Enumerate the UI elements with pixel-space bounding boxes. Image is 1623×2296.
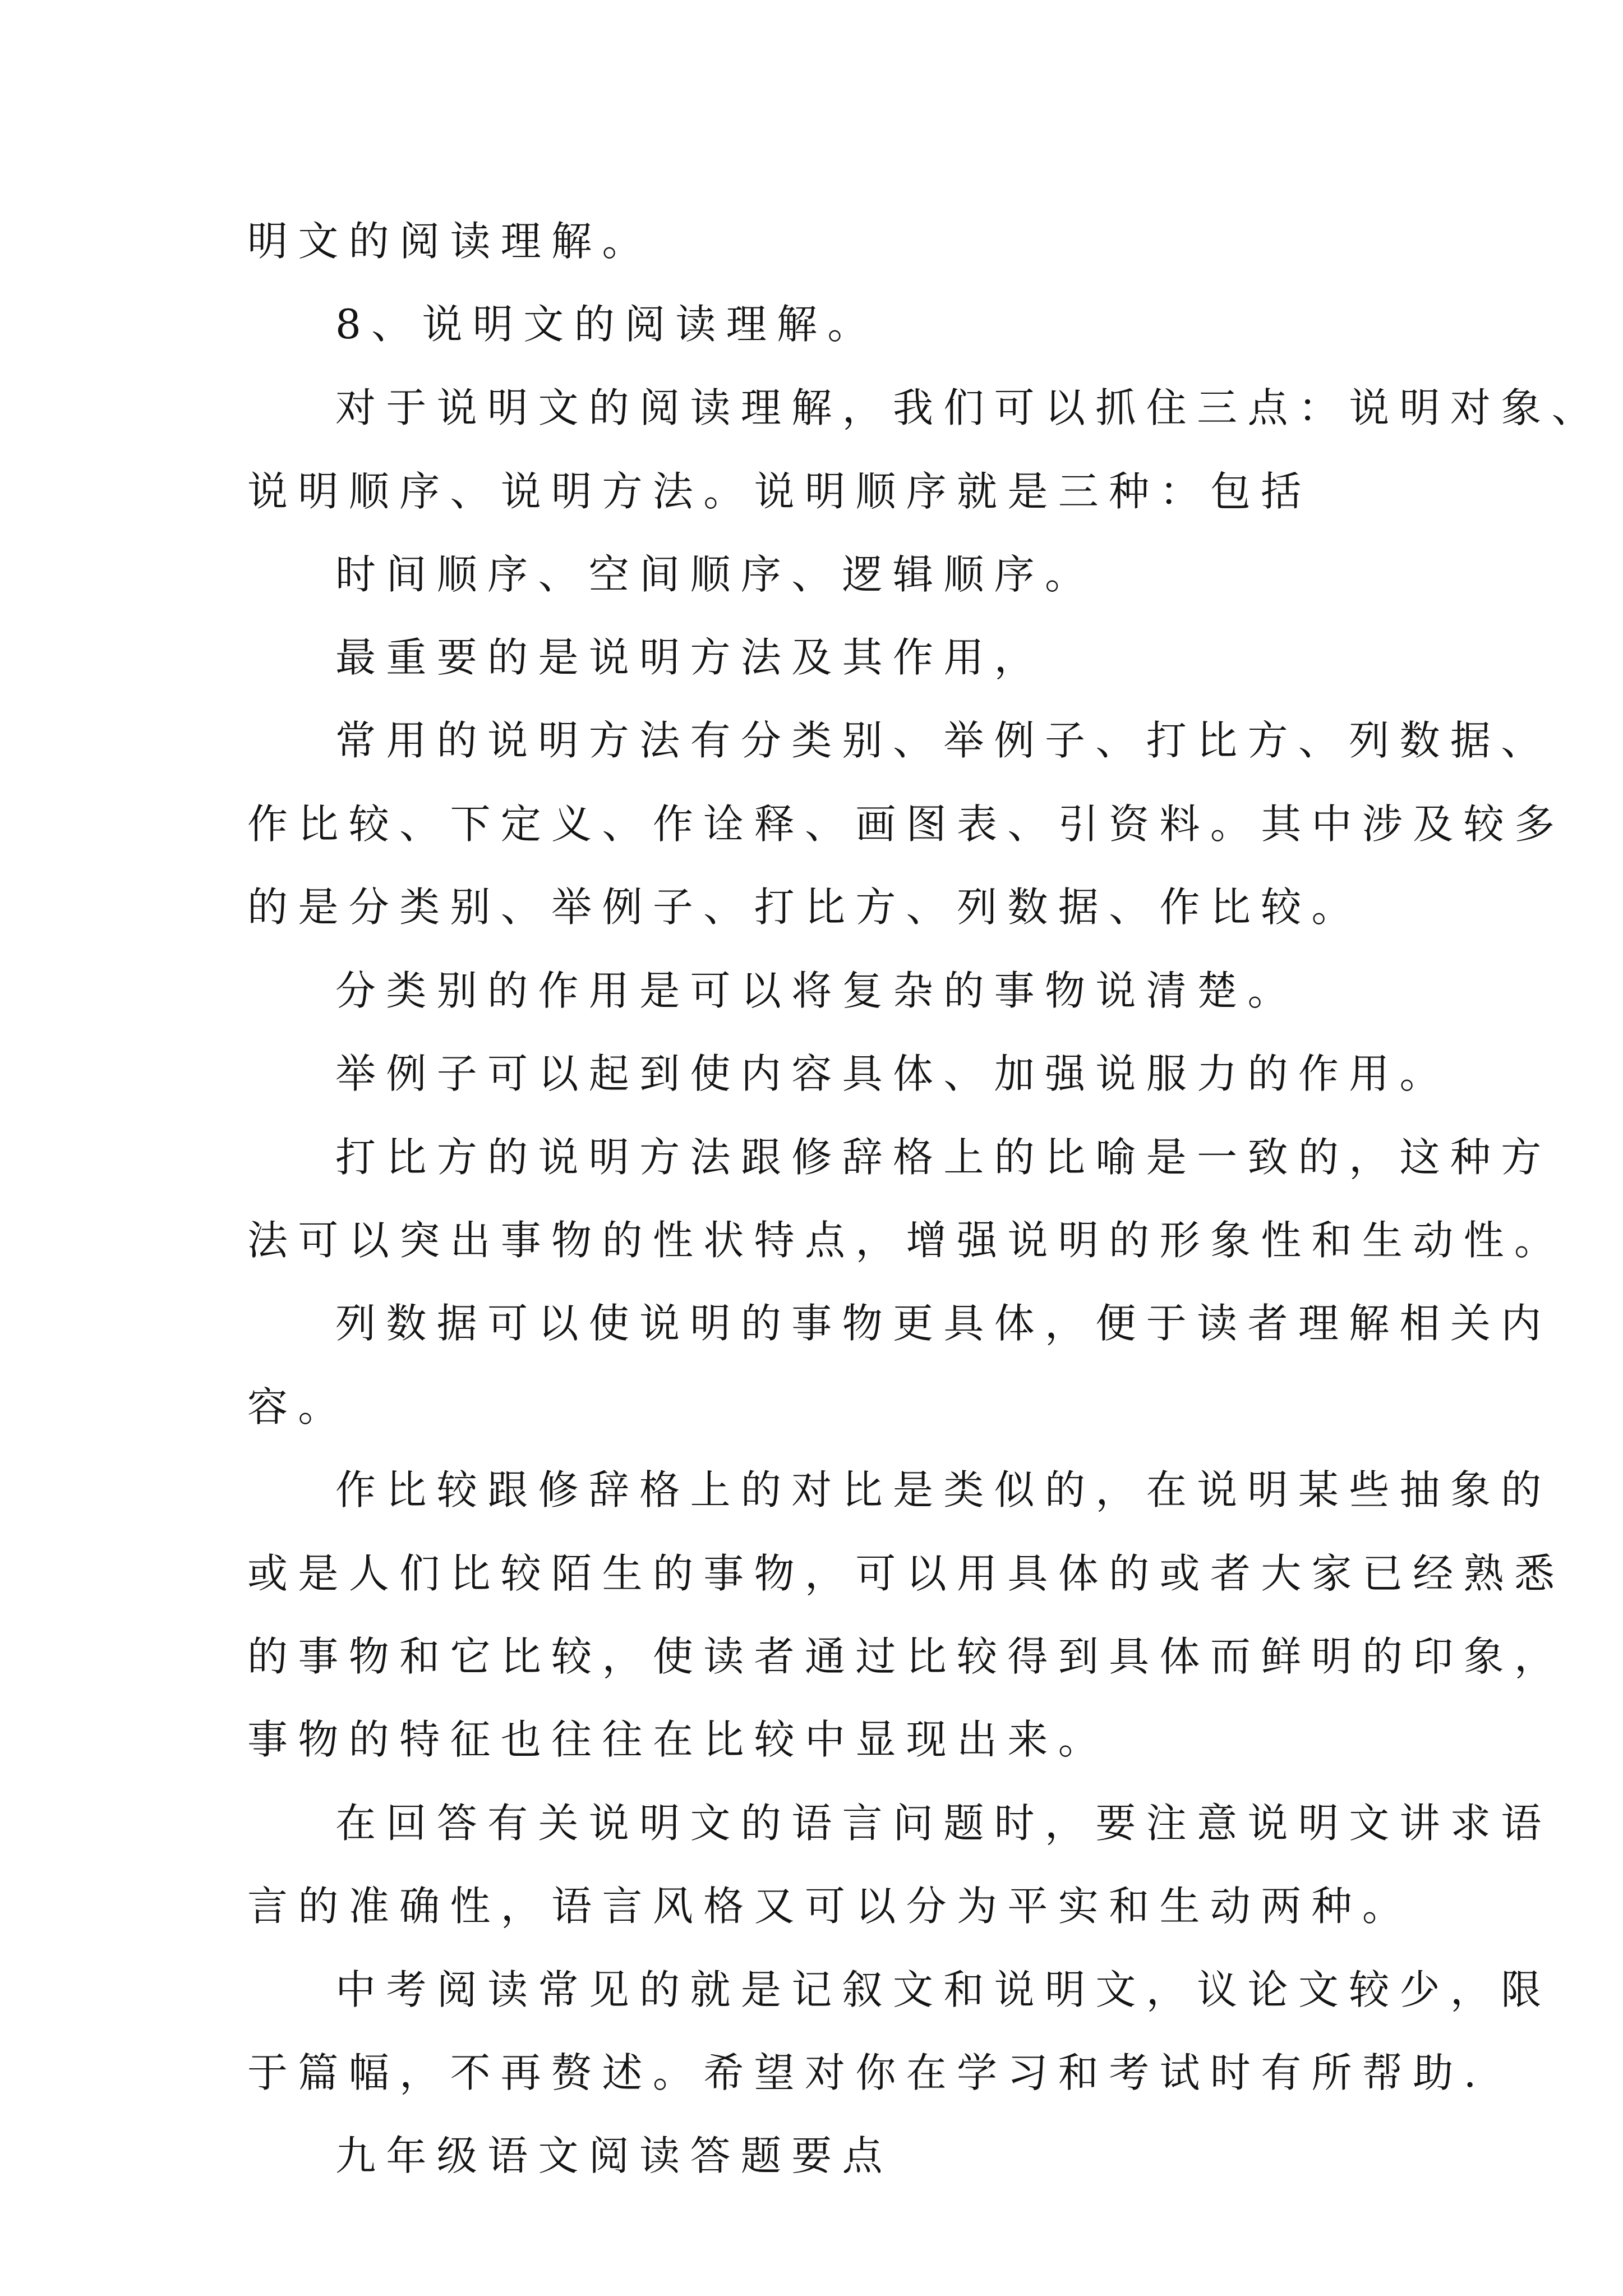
text-line: 中考阅读常见的就是记叙文和说明文，议论文较少，限 — [335, 1966, 1552, 2013]
text-line: 言的准确性，语言风格又可以分为平实和生动两种。 — [247, 1883, 1413, 1930]
text-line: 8、说明文的阅读理解。 — [335, 301, 878, 348]
text-line: 对于说明文的阅读理解，我们可以抓住三点：说明对象、 — [335, 384, 1603, 431]
text-line: 容。 — [247, 1383, 349, 1430]
text-line: 法可以突出事物的性状特点，增强说明的形象性和生动性。 — [247, 1217, 1565, 1264]
text-line: 作比较、下定义、作诠释、画图表、引资料。其中涉及较多 — [247, 800, 1565, 848]
text-line: 明文的阅读理解。 — [247, 218, 653, 265]
text-line: 分类别的作用是可以将复杂的事物说清楚。 — [335, 967, 1298, 1014]
text-line: 说明顺序、说明方法。说明顺序就是三种：包括 — [247, 468, 1312, 515]
text-line: 或是人们比较陌生的事物，可以用具体的或者大家已经熟悉 — [247, 1550, 1565, 1597]
text-line: 时间顺序、空间顺序、逻辑顺序。 — [335, 551, 1096, 598]
text-line: 在回答有关说明文的语言问题时，要注意说明文讲求语 — [335, 1800, 1552, 1847]
text-line: 九年级语文阅读答题要点 — [335, 2132, 893, 2179]
text-line: 举例子可以起到使内容具体、加强说服力的作用。 — [335, 1050, 1450, 1097]
text-line: 的是分类别、举例子、打比方、列数据、作比较。 — [247, 884, 1362, 931]
text-line: 于篇幅，不再赘述。希望对你在学习和考试时有所帮助. — [247, 2049, 1487, 2096]
text-line: 作比较跟修辞格上的对比是类似的，在说明某些抽象的 — [335, 1466, 1552, 1513]
text-line: 最重要的是说明方法及其作用， — [335, 634, 1045, 681]
text-line: 列数据可以使说明的事物更具体，便于读者理解相关内 — [335, 1300, 1552, 1347]
text-line: 的事物和它比较，使读者通过比较得到具体而鲜明的印象， — [247, 1633, 1565, 1680]
text-line: 打比方的说明方法跟修辞格上的比喻是一致的，这种方 — [335, 1134, 1552, 1181]
text-line: 常用的说明方法有分类别、举例子、打比方、列数据、 — [335, 717, 1552, 764]
text-line: 事物的特征也往往在比较中显现出来。 — [247, 1716, 1109, 1763]
